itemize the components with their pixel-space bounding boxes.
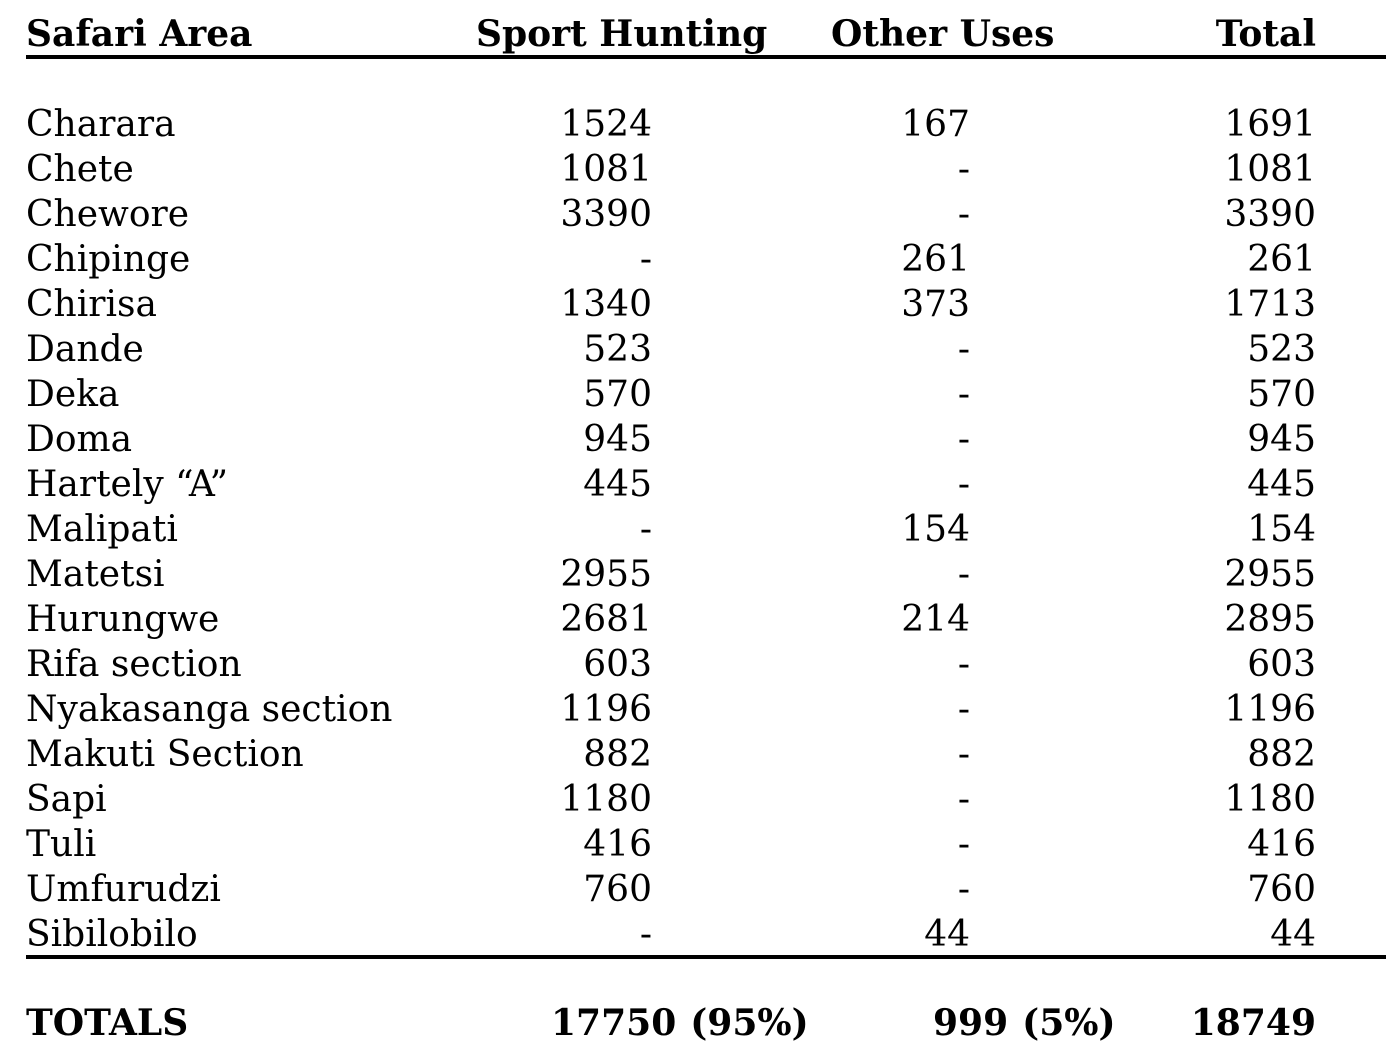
totals-rule bbox=[26, 955, 1386, 959]
cell-total: 760 bbox=[1247, 869, 1316, 910]
safari-area-table bbox=[26, 0, 1386, 1044]
table-row bbox=[26, 327, 1386, 372]
cell-total: 1180 bbox=[1224, 779, 1316, 820]
cell-other-uses: - bbox=[957, 464, 970, 505]
cell-sport-hunting: 1081 bbox=[560, 149, 652, 190]
cell-safari-area: Chewore bbox=[26, 194, 190, 235]
cell-total: 1713 bbox=[1224, 284, 1316, 325]
cell-total: 1081 bbox=[1224, 149, 1316, 190]
totals-other-value: 999 bbox=[933, 1002, 1009, 1044]
cell-other-uses: 214 bbox=[901, 599, 970, 640]
table-row bbox=[26, 237, 1386, 282]
cell-safari-area: Sibilobilo bbox=[26, 914, 198, 955]
table-row bbox=[26, 507, 1386, 552]
table-row bbox=[26, 417, 1386, 462]
cell-total: 2955 bbox=[1224, 554, 1316, 595]
cell-sport-hunting: 945 bbox=[583, 419, 652, 460]
cell-sport-hunting: 1524 bbox=[560, 104, 652, 145]
cell-sport-hunting: 3390 bbox=[560, 194, 652, 235]
cell-sport-hunting: 882 bbox=[583, 734, 652, 775]
cell-total: 261 bbox=[1247, 239, 1316, 280]
cell-sport-hunting: 1340 bbox=[560, 284, 652, 325]
table-row bbox=[26, 777, 1386, 822]
cell-safari-area: Chipinge bbox=[26, 239, 191, 280]
header-safari-area: Safari Area bbox=[26, 13, 253, 55]
table-row bbox=[26, 912, 1386, 957]
cell-other-uses: - bbox=[957, 779, 970, 820]
totals-sport-value: 17750 bbox=[551, 1002, 677, 1044]
cell-other-uses: - bbox=[957, 644, 970, 685]
cell-total: 945 bbox=[1247, 419, 1316, 460]
table-row bbox=[26, 102, 1386, 147]
cell-other-uses: - bbox=[957, 419, 970, 460]
header-sport-hunting: Sport Hunting bbox=[476, 13, 768, 55]
cell-sport-hunting: - bbox=[639, 509, 652, 550]
cell-total: 2895 bbox=[1224, 599, 1316, 640]
totals-row bbox=[26, 1001, 1386, 1046]
table-row bbox=[26, 822, 1386, 867]
cell-other-uses: - bbox=[957, 869, 970, 910]
table-row bbox=[26, 732, 1386, 777]
table-row bbox=[26, 282, 1386, 327]
cell-sport-hunting: - bbox=[639, 914, 652, 955]
table-row bbox=[26, 147, 1386, 192]
cell-safari-area: Deka bbox=[26, 374, 120, 415]
cell-safari-area: Hartely “A” bbox=[26, 464, 229, 505]
cell-sport-hunting: 760 bbox=[583, 869, 652, 910]
table-row bbox=[26, 372, 1386, 417]
table-row bbox=[26, 687, 1386, 732]
cell-sport-hunting: 603 bbox=[583, 644, 652, 685]
cell-total: 44 bbox=[1270, 914, 1316, 955]
cell-safari-area: Chirisa bbox=[26, 284, 157, 325]
table-row bbox=[26, 192, 1386, 237]
cell-sport-hunting: 570 bbox=[583, 374, 652, 415]
cell-sport-hunting: 2955 bbox=[560, 554, 652, 595]
cell-sport-hunting: 416 bbox=[583, 824, 652, 865]
cell-other-uses: - bbox=[957, 194, 970, 235]
cell-other-uses: 261 bbox=[901, 239, 970, 280]
cell-sport-hunting: 2681 bbox=[560, 599, 652, 640]
cell-other-uses: - bbox=[957, 734, 970, 775]
cell-safari-area: Matetsi bbox=[26, 554, 165, 595]
cell-other-uses: 373 bbox=[901, 284, 970, 325]
totals-sport-percent: (95%) bbox=[690, 1002, 809, 1044]
table-row bbox=[26, 867, 1386, 912]
cell-safari-area: Chete bbox=[26, 149, 134, 190]
cell-other-uses: - bbox=[957, 329, 970, 370]
cell-total: 523 bbox=[1247, 329, 1316, 370]
table-row bbox=[26, 552, 1386, 597]
cell-sport-hunting: 1180 bbox=[560, 779, 652, 820]
cell-total: 603 bbox=[1247, 644, 1316, 685]
table-header bbox=[26, 12, 1386, 57]
cell-total: 416 bbox=[1247, 824, 1316, 865]
cell-safari-area: Sapi bbox=[26, 779, 107, 820]
cell-safari-area: Rifa section bbox=[26, 644, 242, 685]
table-row bbox=[26, 597, 1386, 642]
cell-safari-area: Dande bbox=[26, 329, 144, 370]
totals-other-percent: (5%) bbox=[1022, 1002, 1116, 1044]
cell-other-uses: - bbox=[957, 689, 970, 730]
cell-safari-area: Tuli bbox=[26, 824, 97, 865]
cell-other-uses: - bbox=[957, 824, 970, 865]
cell-other-uses: - bbox=[957, 374, 970, 415]
cell-other-uses: 154 bbox=[901, 509, 970, 550]
header-total: Total bbox=[1215, 13, 1316, 55]
cell-other-uses: 167 bbox=[901, 104, 970, 145]
header-rule bbox=[26, 55, 1386, 59]
cell-safari-area: Malipati bbox=[26, 509, 178, 550]
cell-total: 1196 bbox=[1224, 689, 1316, 730]
cell-total: 1691 bbox=[1224, 104, 1316, 145]
cell-total: 154 bbox=[1247, 509, 1316, 550]
cell-sport-hunting: 1196 bbox=[560, 689, 652, 730]
totals-sport-hunting bbox=[551, 1001, 809, 1046]
cell-sport-hunting: 523 bbox=[583, 329, 652, 370]
cell-total: 445 bbox=[1247, 464, 1316, 505]
cell-total: 3390 bbox=[1224, 194, 1316, 235]
cell-safari-area: Hurungwe bbox=[26, 599, 220, 640]
cell-other-uses: - bbox=[957, 554, 970, 595]
table-row bbox=[26, 462, 1386, 507]
cell-safari-area: Makuti Section bbox=[26, 734, 304, 775]
totals-label: TOTALS bbox=[26, 1002, 189, 1044]
cell-total: 882 bbox=[1247, 734, 1316, 775]
cell-sport-hunting: - bbox=[639, 239, 652, 280]
header-other-uses: Other Uses bbox=[831, 13, 1055, 55]
cell-other-uses: 44 bbox=[924, 914, 970, 955]
cell-other-uses: - bbox=[957, 149, 970, 190]
cell-safari-area: Charara bbox=[26, 104, 176, 145]
cell-safari-area: Nyakasanga section bbox=[26, 689, 393, 730]
cell-safari-area: Doma bbox=[26, 419, 133, 460]
cell-safari-area: Umfurudzi bbox=[26, 869, 221, 910]
cell-sport-hunting: 445 bbox=[583, 464, 652, 505]
totals-total: 18749 bbox=[1190, 1002, 1316, 1044]
cell-total: 570 bbox=[1247, 374, 1316, 415]
table-row bbox=[26, 642, 1386, 687]
